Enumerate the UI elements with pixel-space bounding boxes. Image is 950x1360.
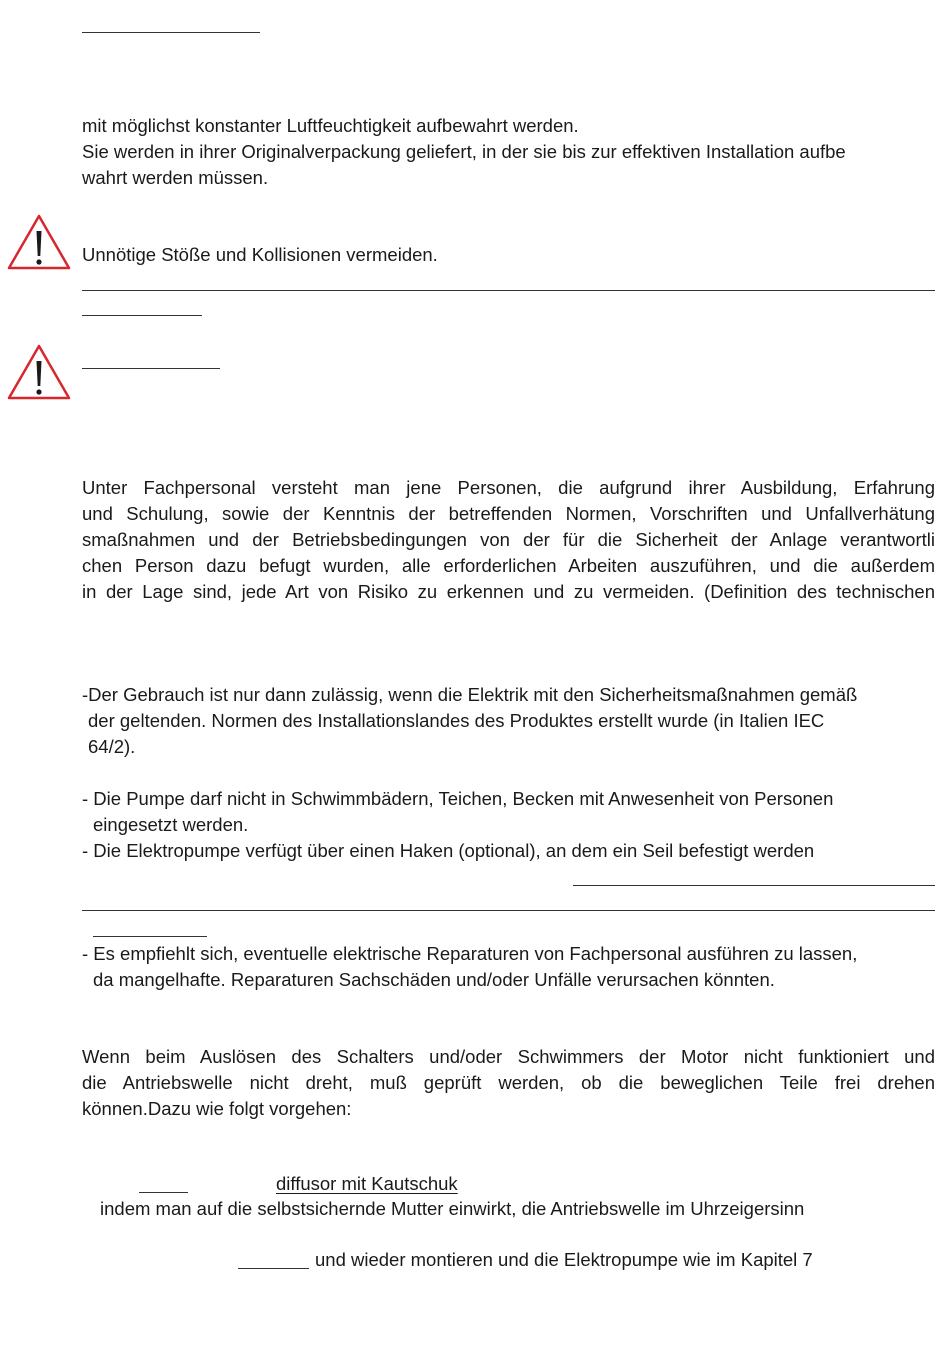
usage-item-4-line-2: da mangelhafte. Reparaturen Sachschäden und/oder Unfälle verursachen könnten. — [93, 969, 775, 990]
paragraph-line: in der Lage sind, jede Art von Risiko zu erkennen und zu vermeiden. (Definition des technischen — [82, 581, 935, 602]
usage-item-2-line-2: eingesetzt werden. — [93, 814, 249, 835]
warning-triangle-icon — [6, 342, 72, 402]
step-1-text: diffusor mit Kautschuk — [276, 1173, 458, 1194]
paragraph-line: Wenn beim Auslösen des Schalters und/oder Schwimmers der Motor nicht funktioniert und — [82, 1046, 935, 1067]
usage-item-1-line-3: 64/2). — [88, 736, 136, 757]
blank-rule — [238, 1268, 309, 1269]
blank-rule — [139, 1192, 188, 1193]
heading-rule — [82, 315, 202, 316]
paragraph-line: und Schulung, sowie der Kenntnis der betreffenden Normen, Vorschriften und Unfallverhätung — [82, 503, 935, 524]
warning-triangle-icon — [6, 212, 72, 272]
step-3-text: und wieder montieren und die Elektropumpe wie im Kapitel 7 — [315, 1249, 813, 1270]
paragraph-line: chen Person dazu befugt wurden, alle erforderlichen Arbeiten auszuführen, und die außerdem — [82, 555, 935, 576]
paragraph-line: die Antriebswelle nicht dreht, muß geprüft werden, ob die beweglichen Teile frei drehen — [82, 1072, 935, 1093]
blank-rule — [573, 885, 935, 886]
paragraph-line: Unter Fachpersonal versteht man jene Personen, die aufgrund ihrer Ausbildung, Erfahrung — [82, 477, 935, 498]
step-2-text: indem man auf die selbstsichernde Mutter einwirkt, die Antriebswelle im Uhrzeigersinn — [100, 1198, 805, 1219]
usage-item-1-line-2: der geltenden. Normen des Installationslandes des Produktes erstellt wurde (in Italien IEC — [88, 710, 825, 731]
storage-line-1: mit möglichst konstanter Luftfeuchtigkeit aufbewahrt werden. — [82, 115, 579, 136]
usage-item-2-line-1: - Die Pumpe darf nicht in Schwimmbädern, Teichen, Becken mit Anwesenheit von Personen — [82, 788, 834, 809]
usage-item-4-line-1: - Es empfiehlt sich, eventuelle elektrische Reparaturen von Fachpersonal ausführen zu lassen, — [82, 943, 858, 964]
storage-line-2: Sie werden in ihrer Originalverpackung geliefert, in der sie bis zur effektiven Installation aufbe — [82, 141, 846, 162]
usage-item-1-line-1: -Der Gebrauch ist nur dann zulässig, wenn die Elektrik mit den Sicherheitsmaßnahmen gemäß — [82, 684, 858, 705]
paragraph-line: können.Dazu wie folgt vorgehen: — [82, 1098, 352, 1119]
storage-line-3: wahrt werden müssen. — [82, 167, 269, 188]
warning-text: Unnötige Stöße und Kollisionen vermeiden. — [82, 244, 438, 265]
troubleshooting-paragraph — [82, 1044, 935, 1122]
usage-item-3-line-1: - Die Elektropumpe verfügt über einen Haken (optional), an dem ein Seil befestigt werden — [82, 840, 815, 861]
heading-rule — [93, 936, 207, 937]
personnel-paragraph — [82, 475, 935, 605]
section-rule — [82, 910, 935, 911]
paragraph-line: smaßnahmen und der Betriebsbedingungen von der für die Sicherheit der Anlage verantwortli — [82, 529, 935, 550]
heading-rule — [82, 32, 260, 33]
section-rule — [82, 290, 935, 291]
heading-rule — [82, 368, 220, 369]
